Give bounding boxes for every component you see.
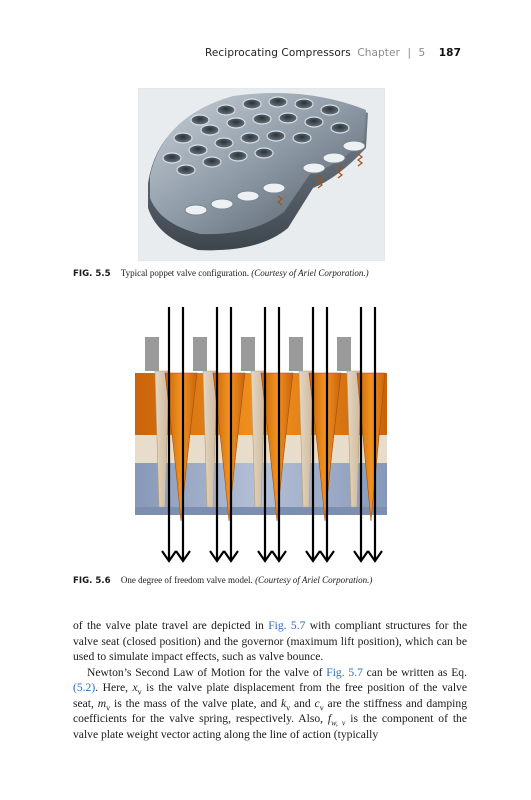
body-text (73, 618, 467, 742)
figure-5-6-label: FIG. 5.6 (73, 576, 111, 586)
page-number: 187 (438, 47, 461, 59)
running-head-title: Reciprocating Compressors (204, 47, 351, 59)
figure-valve-model-diagram (135, 307, 387, 569)
subscript-w-v: w, v (331, 718, 346, 728)
running-head-chapter-number: 5 (418, 47, 426, 59)
paragraph-2 (73, 665, 467, 743)
paragraph-2-text-h: is the component of the valve plate weight vector acting along the line of action (typically (73, 712, 467, 741)
subscript-v: v (319, 702, 324, 712)
paragraph-2-text-e: is the mass of the valve plate, and (110, 696, 281, 710)
paragraph-2-text-g: are the stiffness and damping coefficients for the valve spring, respectively. Also, (73, 696, 467, 725)
symbol-x: x (132, 681, 138, 694)
figure-5-6-text: One degree of freedom valve model. (120, 575, 253, 585)
paragraph-2-text-f: and (290, 696, 315, 710)
fig-5-7-link-2[interactable]: Fig. 5.7 (326, 665, 363, 679)
subscript-v: v (286, 702, 291, 712)
figure-5-5-caption (73, 268, 369, 279)
running-head-chapter-label: Chapter (357, 47, 400, 59)
subscript-v: v (106, 702, 111, 712)
fig-5-7-link[interactable]: Fig. 5.7 (268, 619, 306, 632)
paragraph-2-text-d: is the valve plate displacement from the free position of the valve seat, (73, 681, 467, 710)
figure-5-6-caption (73, 575, 372, 586)
figure-5-6-credit: (Courtesy of Ariel Corporation.) (255, 575, 373, 585)
figure-5-5-credit: (Courtesy of Ariel Corporation.) (251, 268, 369, 278)
symbol-c: c (314, 696, 320, 710)
running-head-separator: | (407, 47, 412, 59)
paragraph-1-text-b: with compliant structures for the valve seat (closed position) and the governor (maximum lift position), which can be used to simulate impact effects, such as valve bounce. (73, 619, 467, 663)
figure-5-5-text: Typical poppet valve configuration. (120, 268, 250, 278)
paragraph-1-text-a: of the valve plate travel are depicted in (73, 619, 269, 632)
symbol-k: k (280, 696, 287, 710)
paragraph-1 (73, 618, 467, 665)
paragraph-2-text-a: Newton’s Second Law of Motion for the valve of (87, 665, 327, 679)
running-head (205, 47, 461, 59)
paragraph-2-text-b: can be written as Eq. (362, 665, 467, 679)
equation-5-2-link[interactable]: (5.2) (73, 681, 96, 694)
symbol-m: m (97, 696, 107, 710)
paragraph-2-text-c: . Here, (95, 681, 133, 694)
subscript-v: v (137, 687, 142, 697)
symbol-f: f (327, 712, 332, 725)
figure-poppet-valve-photo (138, 88, 385, 261)
figure-5-5-label: FIG. 5.5 (73, 269, 111, 279)
